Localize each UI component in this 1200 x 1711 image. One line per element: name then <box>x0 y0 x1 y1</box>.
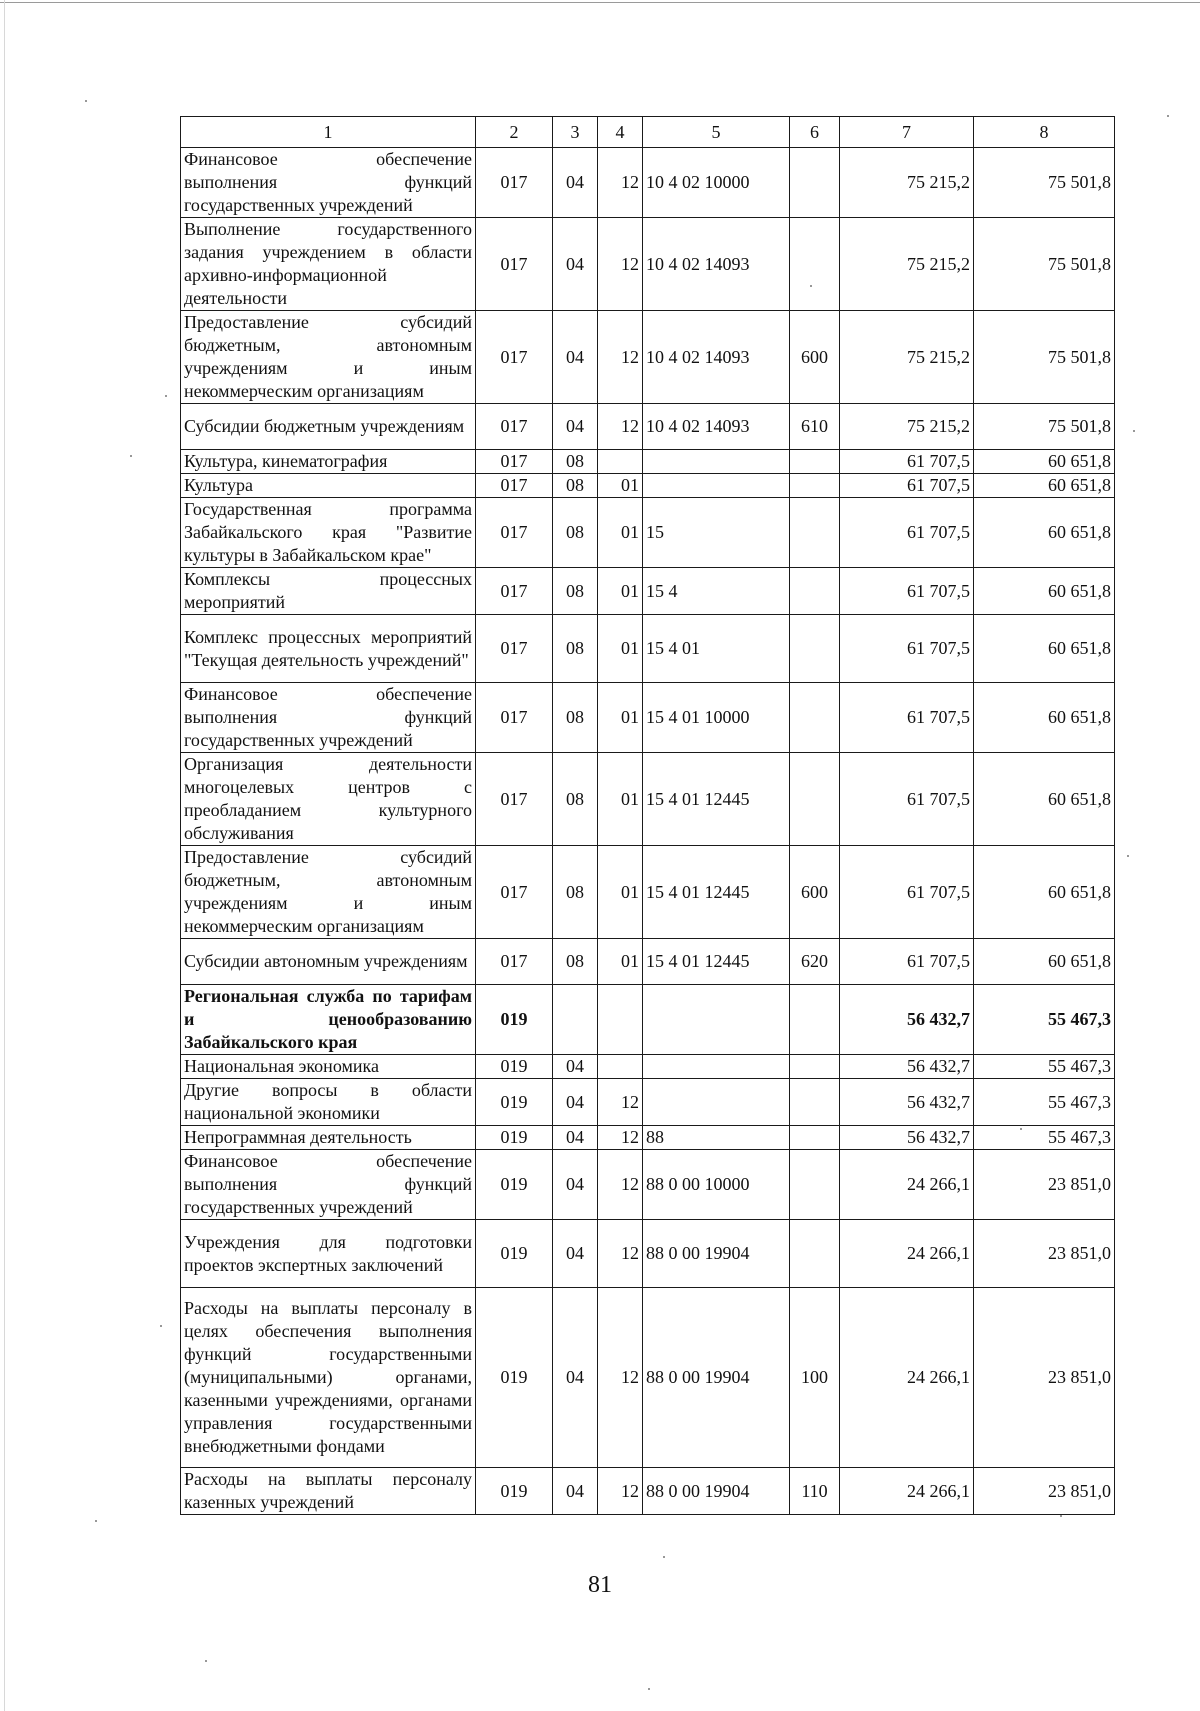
cell-target-article: 88 0 00 19904 <box>643 1288 790 1468</box>
table-row <box>181 939 1115 985</box>
cell-section: 08 <box>553 568 598 615</box>
cell-target-article: 15 4 01 12445 <box>643 753 790 846</box>
cell-name: Культура, кинематография <box>181 450 476 474</box>
table-row <box>181 404 1115 450</box>
cell-target-article: 15 4 <box>643 568 790 615</box>
cell-expense-type: 100 <box>790 1288 840 1468</box>
cell-subsection: 01 <box>598 753 643 846</box>
cell-target-article: 15 4 01 10000 <box>643 683 790 753</box>
cell-amount-year1: 24 266,1 <box>840 1150 974 1220</box>
cell-amount-year1: 61 707,5 <box>840 450 974 474</box>
scan-speck <box>85 100 87 102</box>
cell-target-article <box>643 1079 790 1126</box>
scan-speck <box>205 1660 207 1662</box>
cell-name: Субсидии автономным учреждениям <box>181 939 476 985</box>
cell-name: Комплекс процессных мероприятий "Текущая деятельность учреждений" <box>181 615 476 683</box>
cell-subsection: 12 <box>598 1126 643 1150</box>
header-col-8: 8 <box>974 117 1115 148</box>
cell-target-article: 15 4 01 12445 <box>643 939 790 985</box>
cell-code-gr: 017 <box>476 846 553 939</box>
cell-amount-year2: 60 651,8 <box>974 846 1115 939</box>
table-row <box>181 311 1115 404</box>
cell-code-gr: 017 <box>476 404 553 450</box>
cell-amount-year2: 60 651,8 <box>974 683 1115 753</box>
cell-expense-type <box>790 1055 840 1079</box>
cell-code-gr: 019 <box>476 1079 553 1126</box>
cell-target-article <box>643 1055 790 1079</box>
cell-amount-year1: 61 707,5 <box>840 568 974 615</box>
cell-code-gr: 017 <box>476 568 553 615</box>
cell-section <box>553 985 598 1055</box>
table-row <box>181 474 1115 498</box>
cell-target-article: 88 <box>643 1126 790 1150</box>
table-row <box>181 568 1115 615</box>
cell-code-gr: 017 <box>476 450 553 474</box>
table-row <box>181 218 1115 311</box>
cell-section: 04 <box>553 1055 598 1079</box>
cell-name: Государственная программа Забайкальского края "Развитие культуры в Забайкальском крае" <box>181 498 476 568</box>
cell-code-gr: 017 <box>476 615 553 683</box>
cell-section: 04 <box>553 1288 598 1468</box>
cell-code-gr: 019 <box>476 1150 553 1220</box>
cell-code-gr: 017 <box>476 498 553 568</box>
cell-name: Финансовое обеспечение выполнения функций государственных учреждений <box>181 148 476 218</box>
cell-code-gr: 019 <box>476 1468 553 1515</box>
scan-speck <box>160 1325 162 1327</box>
scan-speck <box>1020 1128 1022 1130</box>
cell-expense-type <box>790 615 840 683</box>
cell-subsection: 12 <box>598 1220 643 1288</box>
scan-speck <box>1127 855 1129 857</box>
scan-speck <box>810 285 812 287</box>
cell-subsection <box>598 985 643 1055</box>
cell-subsection: 01 <box>598 498 643 568</box>
cell-subsection: 01 <box>598 846 643 939</box>
cell-subsection: 12 <box>598 148 643 218</box>
table-row <box>181 615 1115 683</box>
cell-subsection: 12 <box>598 218 643 311</box>
table-row <box>181 498 1115 568</box>
cell-subsection <box>598 1055 643 1079</box>
cell-section: 08 <box>553 498 598 568</box>
header-col-2: 2 <box>476 117 553 148</box>
cell-target-article: 15 4 01 12445 <box>643 846 790 939</box>
cell-amount-year1: 61 707,5 <box>840 498 974 568</box>
cell-expense-type <box>790 985 840 1055</box>
table-row <box>181 1220 1115 1288</box>
cell-subsection: 12 <box>598 311 643 404</box>
cell-section: 04 <box>553 1126 598 1150</box>
cell-expense-type: 620 <box>790 939 840 985</box>
cell-amount-year2: 75 501,8 <box>974 311 1115 404</box>
cell-amount-year1: 61 707,5 <box>840 615 974 683</box>
cell-section: 04 <box>553 218 598 311</box>
cell-target-article: 10 4 02 14093 <box>643 404 790 450</box>
table-row <box>181 1288 1115 1468</box>
cell-subsection: 12 <box>598 1468 643 1515</box>
cell-subsection: 01 <box>598 939 643 985</box>
cell-code-gr: 017 <box>476 218 553 311</box>
cell-target-article <box>643 985 790 1055</box>
cell-target-article: 15 4 01 <box>643 615 790 683</box>
cell-amount-year2: 60 651,8 <box>974 615 1115 683</box>
cell-expense-type <box>790 498 840 568</box>
cell-expense-type <box>790 753 840 846</box>
cell-code-gr: 019 <box>476 1288 553 1468</box>
cell-amount-year2: 75 501,8 <box>974 404 1115 450</box>
cell-amount-year1: 24 266,1 <box>840 1220 974 1288</box>
cell-subsection: 01 <box>598 683 643 753</box>
cell-amount-year2: 55 467,3 <box>974 1079 1115 1126</box>
cell-amount-year2: 55 467,3 <box>974 1126 1115 1150</box>
cell-section: 04 <box>553 1220 598 1288</box>
cell-amount-year2: 75 501,8 <box>974 148 1115 218</box>
cell-name: Расходы на выплаты персоналу казенных учреждений <box>181 1468 476 1515</box>
cell-amount-year1: 75 215,2 <box>840 218 974 311</box>
cell-target-article <box>643 450 790 474</box>
cell-name: Предоставление субсидий бюджетным, автономным учреждениям и иным некоммерческим организациям <box>181 846 476 939</box>
cell-expense-type <box>790 218 840 311</box>
cell-expense-type: 610 <box>790 404 840 450</box>
header-col-1: 1 <box>181 117 476 148</box>
cell-expense-type <box>790 148 840 218</box>
cell-amount-year2: 23 851,0 <box>974 1150 1115 1220</box>
cell-name: Непрограммная деятельность <box>181 1126 476 1150</box>
cell-subsection: 12 <box>598 1150 643 1220</box>
cell-code-gr: 017 <box>476 753 553 846</box>
cell-name: Учреждения для подготовки проектов экспертных заключений <box>181 1220 476 1288</box>
header-col-5: 5 <box>643 117 790 148</box>
cell-section: 08 <box>553 615 598 683</box>
cell-amount-year1: 24 266,1 <box>840 1468 974 1515</box>
cell-expense-type: 600 <box>790 846 840 939</box>
scan-edge-left <box>4 0 5 1711</box>
cell-amount-year2: 60 651,8 <box>974 498 1115 568</box>
cell-expense-type: 600 <box>790 311 840 404</box>
cell-amount-year1: 61 707,5 <box>840 753 974 846</box>
header-col-4: 4 <box>598 117 643 148</box>
cell-name: Финансовое обеспечение выполнения функций государственных учреждений <box>181 1150 476 1220</box>
table-row <box>181 753 1115 846</box>
cell-target-article: 88 0 00 10000 <box>643 1150 790 1220</box>
cell-name: Культура <box>181 474 476 498</box>
cell-amount-year2: 60 651,8 <box>974 568 1115 615</box>
table-row <box>181 1150 1115 1220</box>
header-col-3: 3 <box>553 117 598 148</box>
budget-table <box>180 116 1115 1515</box>
cell-name: Другие вопросы в области национальной экономики <box>181 1079 476 1126</box>
table-row <box>181 1055 1115 1079</box>
cell-amount-year2: 23 851,0 <box>974 1468 1115 1515</box>
table-row <box>181 148 1115 218</box>
cell-amount-year2: 60 651,8 <box>974 474 1115 498</box>
cell-section: 08 <box>553 474 598 498</box>
header-col-6: 6 <box>790 117 840 148</box>
cell-section: 04 <box>553 1150 598 1220</box>
cell-section: 08 <box>553 683 598 753</box>
cell-amount-year1: 61 707,5 <box>840 474 974 498</box>
table-header-row <box>181 117 1115 148</box>
cell-subsection: 01 <box>598 568 643 615</box>
cell-amount-year1: 61 707,5 <box>840 683 974 753</box>
cell-amount-year2: 60 651,8 <box>974 939 1115 985</box>
cell-code-gr: 019 <box>476 985 553 1055</box>
cell-expense-type <box>790 450 840 474</box>
cell-subsection: 01 <box>598 474 643 498</box>
table-row <box>181 846 1115 939</box>
cell-amount-year1: 75 215,2 <box>840 404 974 450</box>
cell-section: 08 <box>553 450 598 474</box>
cell-target-article: 10 4 02 14093 <box>643 218 790 311</box>
cell-code-gr: 017 <box>476 683 553 753</box>
cell-expense-type <box>790 683 840 753</box>
cell-name: Субсидии бюджетным учреждениям <box>181 404 476 450</box>
cell-name: Национальная экономика <box>181 1055 476 1079</box>
cell-code-gr: 017 <box>476 311 553 404</box>
cell-section: 08 <box>553 939 598 985</box>
scan-speck <box>1133 430 1135 432</box>
cell-target-article: 15 <box>643 498 790 568</box>
cell-amount-year1: 24 266,1 <box>840 1288 974 1468</box>
cell-target-article: 88 0 00 19904 <box>643 1468 790 1515</box>
cell-expense-type <box>790 1220 840 1288</box>
cell-amount-year1: 56 432,7 <box>840 985 974 1055</box>
cell-amount-year2: 55 467,3 <box>974 985 1115 1055</box>
table-row <box>181 1126 1115 1150</box>
cell-code-gr: 019 <box>476 1220 553 1288</box>
cell-amount-year1: 61 707,5 <box>840 939 974 985</box>
table-body <box>181 148 1115 1515</box>
cell-section: 04 <box>553 1079 598 1126</box>
scan-speck <box>1060 1515 1062 1517</box>
scan-speck <box>130 455 132 457</box>
cell-target-article <box>643 474 790 498</box>
cell-amount-year2: 60 651,8 <box>974 753 1115 846</box>
cell-name: Региональная служба по тарифам и ценообразованию Забайкальского края <box>181 985 476 1055</box>
cell-target-article: 88 0 00 19904 <box>643 1220 790 1288</box>
cell-amount-year1: 56 432,7 <box>840 1079 974 1126</box>
cell-name: Расходы на выплаты персоналу в целях обеспечения выполнения функций государственными (муниципальными) органами, казенными учреждениями, органами управления государственными внебюджетными фондами <box>181 1288 476 1468</box>
table-row <box>181 1468 1115 1515</box>
cell-target-article: 10 4 02 14093 <box>643 311 790 404</box>
scan-speck <box>663 1556 665 1558</box>
cell-code-gr: 019 <box>476 1126 553 1150</box>
cell-subsection <box>598 450 643 474</box>
cell-code-gr: 017 <box>476 148 553 218</box>
cell-code-gr: 019 <box>476 1055 553 1079</box>
scan-edge-top <box>0 2 1200 3</box>
cell-section: 08 <box>553 846 598 939</box>
cell-amount-year1: 56 432,7 <box>840 1126 974 1150</box>
cell-target-article: 10 4 02 10000 <box>643 148 790 218</box>
cell-subsection: 12 <box>598 1288 643 1468</box>
scan-speck <box>648 1688 650 1690</box>
cell-expense-type <box>790 474 840 498</box>
cell-section: 04 <box>553 1468 598 1515</box>
cell-name: Комплексы процессных мероприятий <box>181 568 476 615</box>
cell-name: Предоставление субсидий бюджетным, автономным учреждениям и иным некоммерческим организациям <box>181 311 476 404</box>
cell-amount-year1: 75 215,2 <box>840 311 974 404</box>
page-number: 81 <box>588 1572 612 1598</box>
cell-section: 08 <box>553 753 598 846</box>
scan-speck <box>165 395 167 397</box>
cell-expense-type <box>790 1126 840 1150</box>
scan-speck <box>1167 115 1169 117</box>
scan-speck <box>95 1520 97 1522</box>
table-row <box>181 985 1115 1055</box>
header-col-7: 7 <box>840 117 974 148</box>
cell-amount-year2: 60 651,8 <box>974 450 1115 474</box>
cell-expense-type <box>790 1150 840 1220</box>
cell-amount-year2: 23 851,0 <box>974 1288 1115 1468</box>
table-row <box>181 683 1115 753</box>
table-row <box>181 1079 1115 1126</box>
cell-amount-year1: 61 707,5 <box>840 846 974 939</box>
cell-section: 04 <box>553 404 598 450</box>
cell-amount-year2: 23 851,0 <box>974 1220 1115 1288</box>
cell-expense-type <box>790 568 840 615</box>
cell-expense-type <box>790 1079 840 1126</box>
cell-name: Выполнение государственного задания учреждением в области архивно-информационной деятельности <box>181 218 476 311</box>
cell-amount-year1: 75 215,2 <box>840 148 974 218</box>
cell-code-gr: 017 <box>476 474 553 498</box>
cell-section: 04 <box>553 148 598 218</box>
cell-section: 04 <box>553 311 598 404</box>
cell-amount-year2: 75 501,8 <box>974 218 1115 311</box>
cell-subsection: 01 <box>598 615 643 683</box>
cell-amount-year1: 56 432,7 <box>840 1055 974 1079</box>
cell-amount-year2: 55 467,3 <box>974 1055 1115 1079</box>
cell-code-gr: 017 <box>476 939 553 985</box>
cell-expense-type: 110 <box>790 1468 840 1515</box>
cell-name: Финансовое обеспечение выполнения функций государственных учреждений <box>181 683 476 753</box>
table-row <box>181 450 1115 474</box>
cell-name: Организация деятельности многоцелевых центров с преобладанием культурного обслуживания <box>181 753 476 846</box>
cell-subsection: 12 <box>598 404 643 450</box>
cell-subsection: 12 <box>598 1079 643 1126</box>
